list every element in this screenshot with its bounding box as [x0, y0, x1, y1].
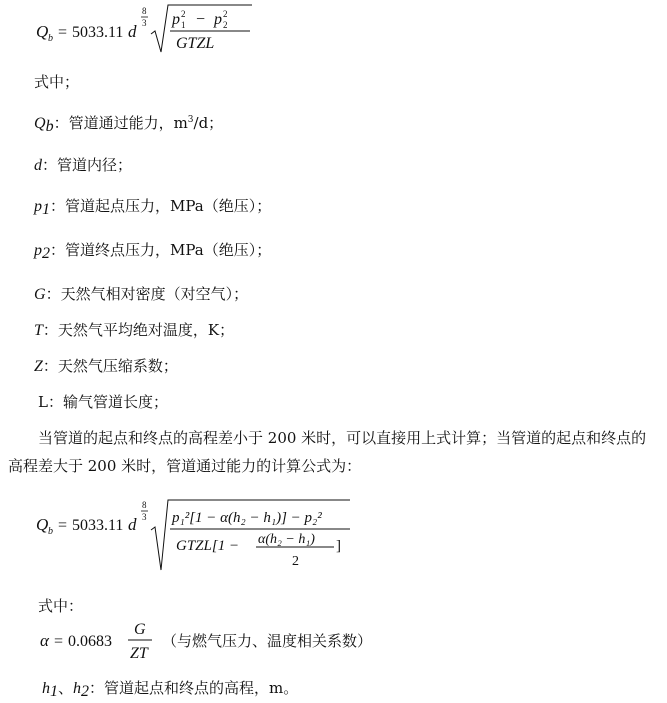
f2-exp-den: 3 [142, 512, 147, 522]
f2-lhs: Q [36, 515, 49, 534]
f2-lhs-sub: b [48, 526, 53, 537]
def-l [38, 392, 168, 412]
def-text: ：天然气平均绝对温度，K； [42, 321, 235, 339]
body-paragraph: 当管道的起点和终点的高程差小于 200 米时，可以直接用上式计算；当管道的起点和终点的高程差大于 200 米时，管道通过能力的计算公式为： [8, 429, 647, 475]
f2-den-right: ] [336, 538, 341, 554]
def-text: ：天然气压缩系数； [42, 357, 178, 375]
f1-coef: 5033.11 [72, 24, 124, 41]
f2-den-frac-num: α(h₂ − h₁) [258, 532, 315, 547]
f1-num-p2-sup: 2 [223, 9, 228, 19]
def-symbol: Q [34, 115, 46, 132]
def-p1 [34, 196, 271, 217]
def-symbol: p [34, 242, 42, 259]
f1-den: GTZL [176, 35, 215, 52]
heights-text: ：管道起点和终点的高程，m。 [89, 679, 299, 697]
f2-den-frac-den: 2 [292, 554, 299, 569]
formula-capacity [30, 0, 260, 56]
f2-d: d [128, 515, 137, 534]
f2-eq: = [58, 517, 68, 534]
def-text: ：管道起点压力，MPa（绝压）； [50, 197, 272, 215]
def-sub: 2 [42, 245, 50, 262]
h2-symbol: h [73, 680, 82, 697]
f1-lhs-sub: b [48, 33, 53, 44]
h2-sub: 2 [81, 683, 90, 700]
f1-num-p1-sub: 1 [181, 20, 186, 30]
f2-coef: 5033.11 [72, 517, 124, 534]
h1-symbol: h [42, 680, 50, 697]
h1-sub: 1 [50, 683, 58, 700]
def-heights [42, 678, 298, 699]
f1-num-minus: − [196, 11, 206, 28]
def-symbol: p [34, 198, 42, 215]
def-qb [34, 113, 223, 134]
heights-sep: 、 [58, 679, 74, 697]
f1-exp-num: 8 [142, 6, 147, 16]
def-symbol: T [34, 322, 43, 339]
f1-num-p2: p [214, 11, 222, 28]
def-text: ：管道通过能力，m [53, 114, 188, 132]
f2-exp-num: 8 [142, 500, 147, 510]
def-t [34, 320, 234, 341]
f2-den-left: GTZL[1 − [176, 538, 240, 554]
f1-lhs: Q [36, 22, 49, 41]
def-text: ：管道内径； [42, 156, 133, 174]
where-label-2: 式中： [38, 597, 84, 615]
alpha-den: ZT [130, 645, 148, 662]
formula-capacity-elevation [30, 490, 350, 576]
def-text: L：输气管道长度； [38, 393, 168, 411]
f2-num: p₁²[1 − α(h₂ − h₁)] − p₂² [172, 510, 322, 526]
alpha-num: G [134, 621, 146, 638]
def-text: ：管道终点压力，MPa（绝压）； [50, 241, 272, 259]
f1-num-p1: p [172, 11, 180, 28]
alpha-lhs: α [40, 631, 49, 650]
f1-exp-den: 3 [142, 18, 147, 28]
def-text: ：天然气相对密度（对空气）； [45, 285, 249, 303]
def-sub: 1 [42, 201, 50, 218]
def-d [34, 155, 132, 176]
def-symbol: G [34, 286, 46, 303]
formula-alpha [34, 614, 434, 664]
def-symbol: d [34, 157, 42, 174]
def-g [34, 284, 248, 305]
alpha-note: （与燃气压力、温度相关系数） [162, 634, 373, 650]
f1-eq: = [58, 24, 68, 41]
where-label: 式中； [34, 73, 80, 91]
def-p2 [34, 240, 271, 261]
def-symbol: Z [34, 358, 43, 375]
f1-d: d [128, 22, 137, 41]
def-tail: /d； [193, 114, 224, 132]
alpha-eq: = [54, 633, 64, 650]
def-z [34, 356, 178, 377]
f1-num-p2-sub: 2 [223, 20, 228, 30]
f1-num-p1-sup: 2 [181, 9, 186, 19]
def-sub: b [45, 118, 54, 135]
alpha-coef: 0.0683 [68, 633, 112, 650]
def-unit-sup: 3 [187, 115, 194, 125]
